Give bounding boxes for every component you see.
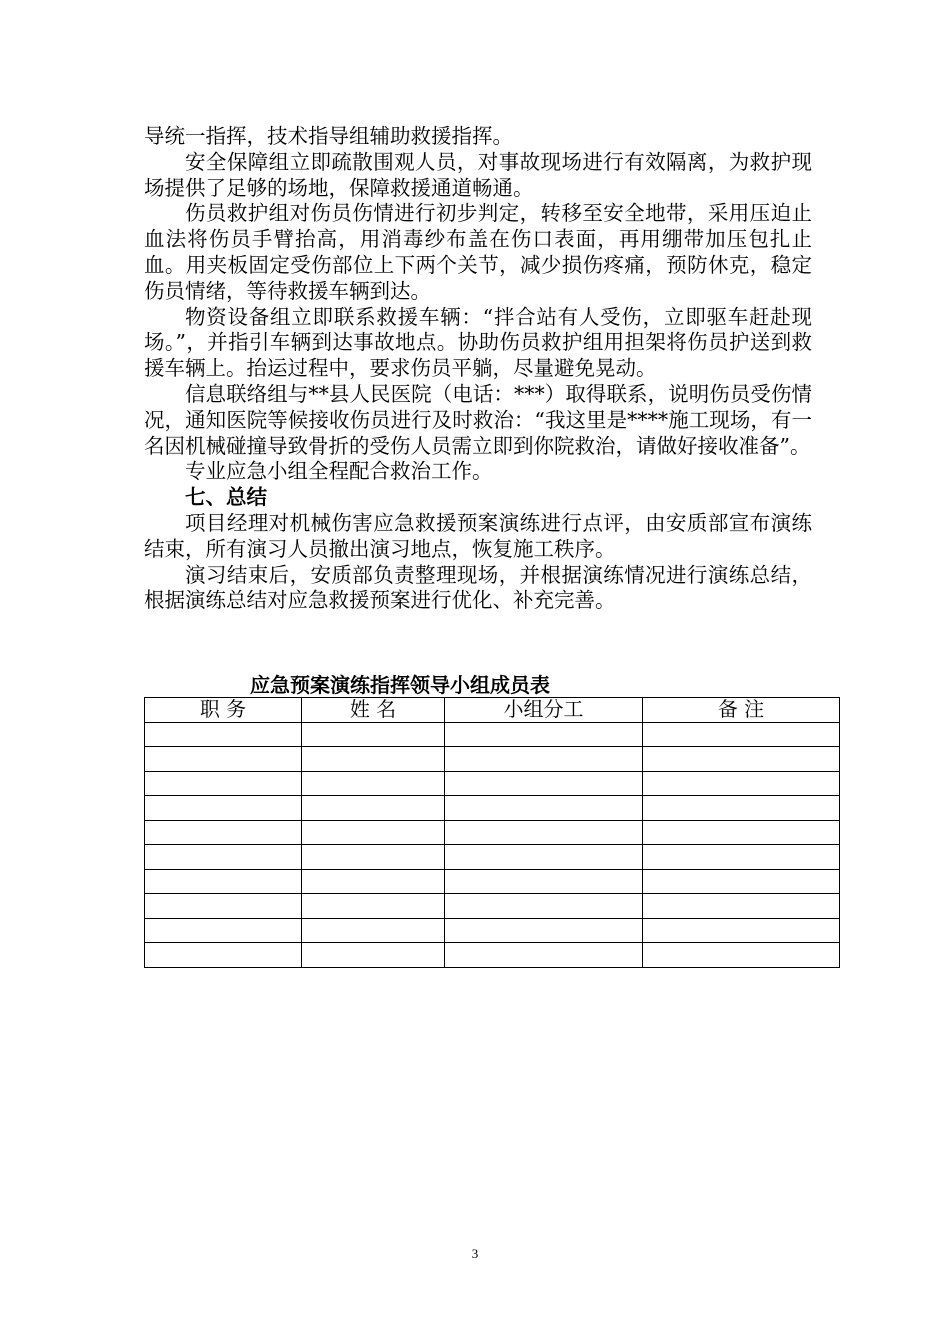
table-row (145, 918, 840, 943)
table-cell (145, 943, 302, 968)
table-cell (643, 771, 840, 796)
paragraph: 项目经理对机械伤害应急救援预案演练进行点评，由安质部宣布演练结束，所有演习人员撤出演习地点，恢复施工秩序。 (144, 510, 812, 561)
table-cell (445, 845, 643, 870)
table-cell (145, 771, 302, 796)
table-cell (302, 771, 445, 796)
table-title: 应急预案演练指挥领导小组成员表 (250, 673, 550, 697)
table-cell (145, 747, 302, 772)
table-body (145, 722, 840, 967)
table-cell (145, 918, 302, 943)
table-cell (445, 796, 643, 821)
table-row (145, 845, 840, 870)
table-cell (643, 747, 840, 772)
table-cell (643, 943, 840, 968)
body-text (144, 124, 812, 614)
table-row (145, 747, 840, 772)
table-header-row (145, 698, 840, 723)
table-cell (145, 845, 302, 870)
table-cell (302, 820, 445, 845)
table-cell (445, 722, 643, 747)
table-cell (643, 869, 840, 894)
table-cell (302, 918, 445, 943)
table-cell (643, 796, 840, 821)
table-cell (445, 869, 643, 894)
paragraph: 导统一指挥，技术指导组辅助救援指挥。 (144, 124, 513, 148)
table-cell (145, 722, 302, 747)
section-heading: 七、总结 (185, 485, 267, 510)
page-number: 3 (471, 1246, 479, 1261)
table-cell (643, 820, 840, 845)
header-cell-duty: 小组分工 (445, 698, 643, 723)
table-row (145, 722, 840, 747)
table-cell (445, 820, 643, 845)
table-row (145, 943, 840, 968)
paragraph: 伤员救护组对伤员伤情进行初步判定，转移至安全地带，采用压迫止血法将伤员手臂抬高，用消毒纱布盖在伤口表面，再用绷带加压包扎止血。用夹板固定受伤部位上下两个关节，减少损伤疼痛，预防休克，稳定伤员情绪，等待救援车辆到达。 (144, 201, 812, 303)
table-row (145, 796, 840, 821)
table-cell (302, 722, 445, 747)
table-cell (302, 845, 445, 870)
table-cell (302, 796, 445, 821)
members-table (144, 697, 840, 968)
table-cell (145, 796, 302, 821)
table-row (145, 771, 840, 796)
table-cell (145, 894, 302, 919)
table-cell (643, 845, 840, 870)
table-row (145, 894, 840, 919)
table-cell (643, 918, 840, 943)
table-cell (445, 894, 643, 919)
table-cell (643, 722, 840, 747)
table-cell (145, 820, 302, 845)
table-cell (302, 943, 445, 968)
table-cell (445, 771, 643, 796)
paragraph: 信息联络组与**县人民医院（电话：***）取得联系，说明伤员受伤情况，通知医院等候接收伤员进行及时救治：“我这里是****施工现场，有一名因机械碰撞导致骨折的受伤人员需立即到你院救治，请做好接收准备”。 (144, 381, 812, 458)
table-row (145, 869, 840, 894)
table-cell (445, 918, 643, 943)
header-cell-remark: 备 注 (643, 698, 840, 723)
header-cell-name: 姓 名 (302, 698, 445, 723)
paragraph: 物资设备组立即联系救援车辆：“拌合站有人受伤，立即驱车赶赴现场。”，并指引车辆到达事故地点。协助伤员救护组用担架将伤员护送到救援车辆上。抬运过程中，要求伤员平躺，尽量避免晃动。 (144, 304, 812, 381)
paragraph: 专业应急小组全程配合救治工作。 (185, 459, 493, 484)
table-cell (643, 894, 840, 919)
header-cell-position: 职 务 (145, 698, 302, 723)
table-row (145, 820, 840, 845)
table-cell (445, 747, 643, 772)
paragraph: 安全保障组立即疏散围观人员，对事故现场进行有效隔离，为救护现场提供了足够的场地，保障救援通道畅通。 (144, 149, 812, 200)
table-cell (302, 747, 445, 772)
paragraph: 演习结束后，安质部负责整理现场，并根据演练情况进行演练总结，根据演练总结对应急救援预案进行优化、补充完善。 (144, 562, 812, 613)
table-cell (445, 943, 643, 968)
table-cell (145, 869, 302, 894)
table-cell (302, 869, 445, 894)
table-cell (302, 894, 445, 919)
